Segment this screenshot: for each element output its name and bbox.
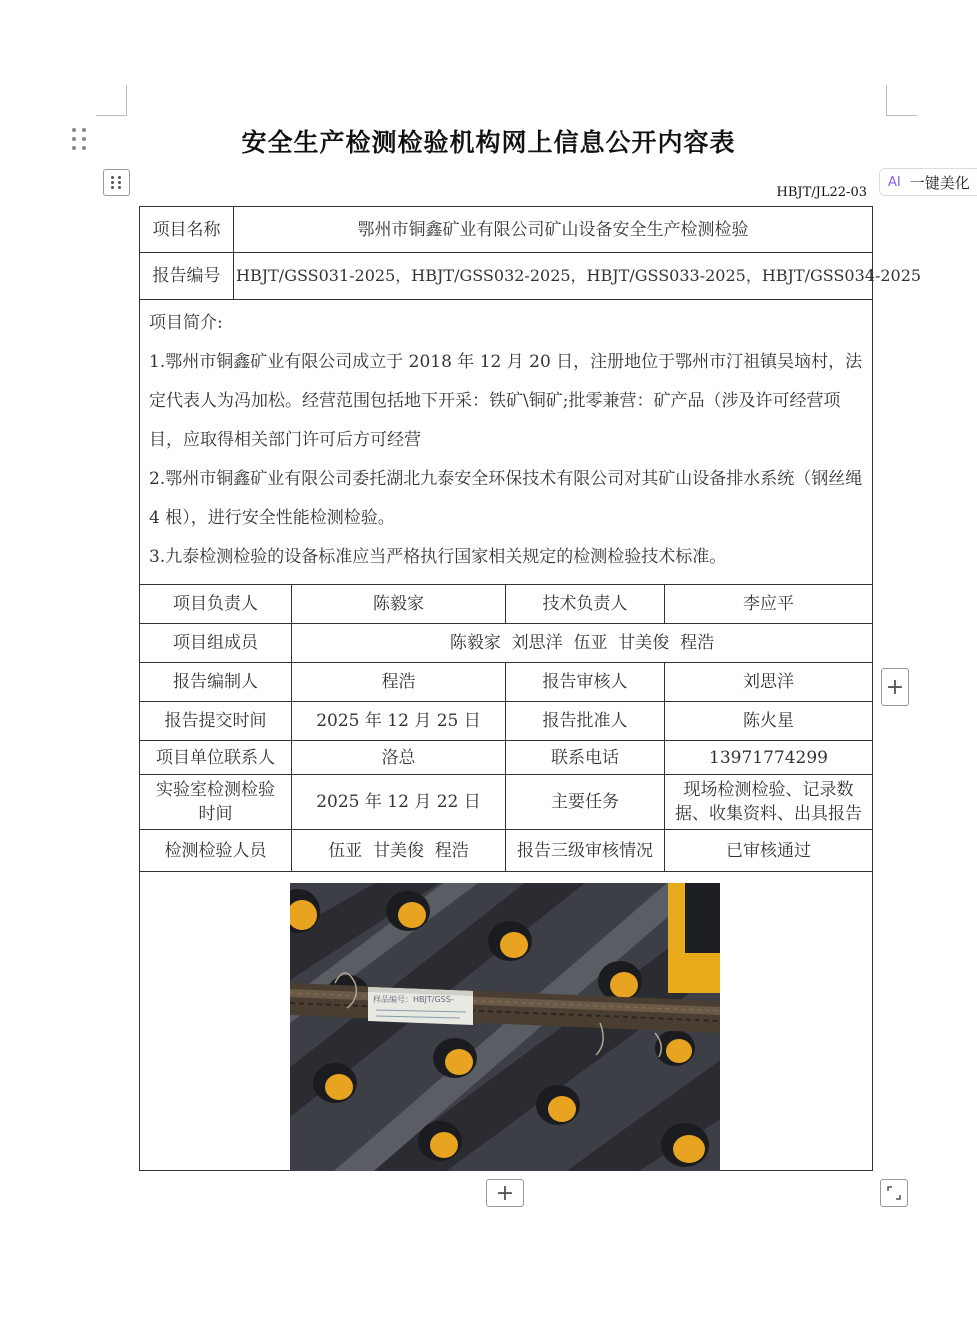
- table-handle-icon[interactable]: [103, 169, 130, 196]
- review-status-value[interactable]: 已审核通过: [665, 830, 873, 872]
- team-members-value[interactable]: 陈毅家 刘思洋 伍亚 甘美俊 程浩: [292, 624, 873, 663]
- project-name-label: 项目名称: [140, 207, 234, 253]
- info-table: [139, 206, 922, 1171]
- approver-label: 报告批准人: [506, 702, 665, 741]
- document-number: HBJT/JL22-03: [776, 185, 867, 200]
- page-title: 安全生产检测检验机构网上信息公开内容表: [241, 128, 736, 157]
- lab-time-value[interactable]: 2025 年 12 月 22 日: [292, 775, 506, 830]
- phone-label: 联系电话: [506, 741, 665, 775]
- project-intro[interactable]: [140, 300, 873, 585]
- page-corner-top-right: [886, 85, 917, 116]
- approver-value[interactable]: 陈火星: [665, 702, 873, 741]
- report-reviewer-value[interactable]: 刘思洋: [665, 663, 873, 702]
- intro-paragraph-2: 2.鄂州市铜鑫矿业有限公司委托湖北九泰安全环保技术有限公司对其矿山设备排水系统（钢丝绳 4 根），进行安全性能检测检验。: [149, 469, 863, 528]
- main-task-label: 主要任务: [506, 775, 665, 830]
- sample-tag-text: 样品编号：HBJT/GSS-: [373, 995, 454, 1004]
- contact-person-label: 项目单位联系人: [140, 741, 292, 775]
- inspectors-label: 检测检验人员: [140, 830, 292, 872]
- ai-icon: AI: [888, 174, 901, 190]
- submit-time-value[interactable]: 2025 年 12 月 25 日: [292, 702, 506, 741]
- phone-value[interactable]: 13971774299: [665, 741, 873, 775]
- resize-table-icon[interactable]: [880, 1179, 908, 1207]
- report-author-value[interactable]: 程浩: [292, 663, 506, 702]
- sample-photo[interactable]: [290, 883, 720, 1171]
- report-number-value[interactable]: HBJT/GSS031-2025，HBJT/GSS032-2025，HBJT/GSS033-2025，HBJT/GSS034-2025: [234, 253, 873, 300]
- intro-paragraph-3: 3.九泰检测检验的设备标准应当严格执行国家相关规定的检测检验技术标准。: [149, 547, 727, 567]
- add-column-icon[interactable]: +: [881, 668, 909, 706]
- intro-heading: 项目简介:: [149, 313, 223, 333]
- ai-beautify-label: 一键美化: [909, 173, 970, 192]
- ai-beautify-button[interactable]: [879, 168, 977, 196]
- project-name-value[interactable]: 鄂州市铜鑫矿业有限公司矿山设备安全生产检测检验: [234, 207, 873, 253]
- report-number-label: 报告编号: [140, 253, 234, 300]
- team-members-label: 项目组成员: [140, 624, 292, 663]
- tech-leader-value[interactable]: 李应平: [665, 585, 873, 624]
- contact-person-value[interactable]: 洛总: [292, 741, 506, 775]
- page-corner-top-left: [96, 85, 127, 116]
- project-leader-label: 项目负责人: [140, 585, 292, 624]
- report-reviewer-label: 报告审核人: [506, 663, 665, 702]
- review-status-label: 报告三级审核情况: [506, 830, 665, 872]
- photo-cell: [140, 872, 873, 1171]
- submit-time-label: 报告提交时间: [140, 702, 292, 741]
- project-leader-value[interactable]: 陈毅家: [292, 585, 506, 624]
- tech-leader-label: 技术负责人: [506, 585, 665, 624]
- lab-time-label: 实验室检测检验时间: [140, 775, 292, 830]
- inspectors-value[interactable]: 伍亚 甘美俊 程浩: [292, 830, 506, 872]
- report-author-label: 报告编制人: [140, 663, 292, 702]
- intro-paragraph-1: 1.鄂州市铜鑫矿业有限公司成立于 2018 年 12 月 20 日，注册地位于鄂州市汀祖镇吴垴村，法定代表人为冯加松。经营范围包括地下开采：铁矿\铜矿;批零兼营：矿产品（涉及许可经营项目，应取得相关部门许可后方可经营: [149, 352, 863, 450]
- add-row-icon[interactable]: +: [486, 1179, 524, 1207]
- wire-rope-sample-image: [290, 883, 720, 1171]
- main-task-value[interactable]: 现场检测检验、记录数据、收集资料、出具报告: [665, 775, 873, 830]
